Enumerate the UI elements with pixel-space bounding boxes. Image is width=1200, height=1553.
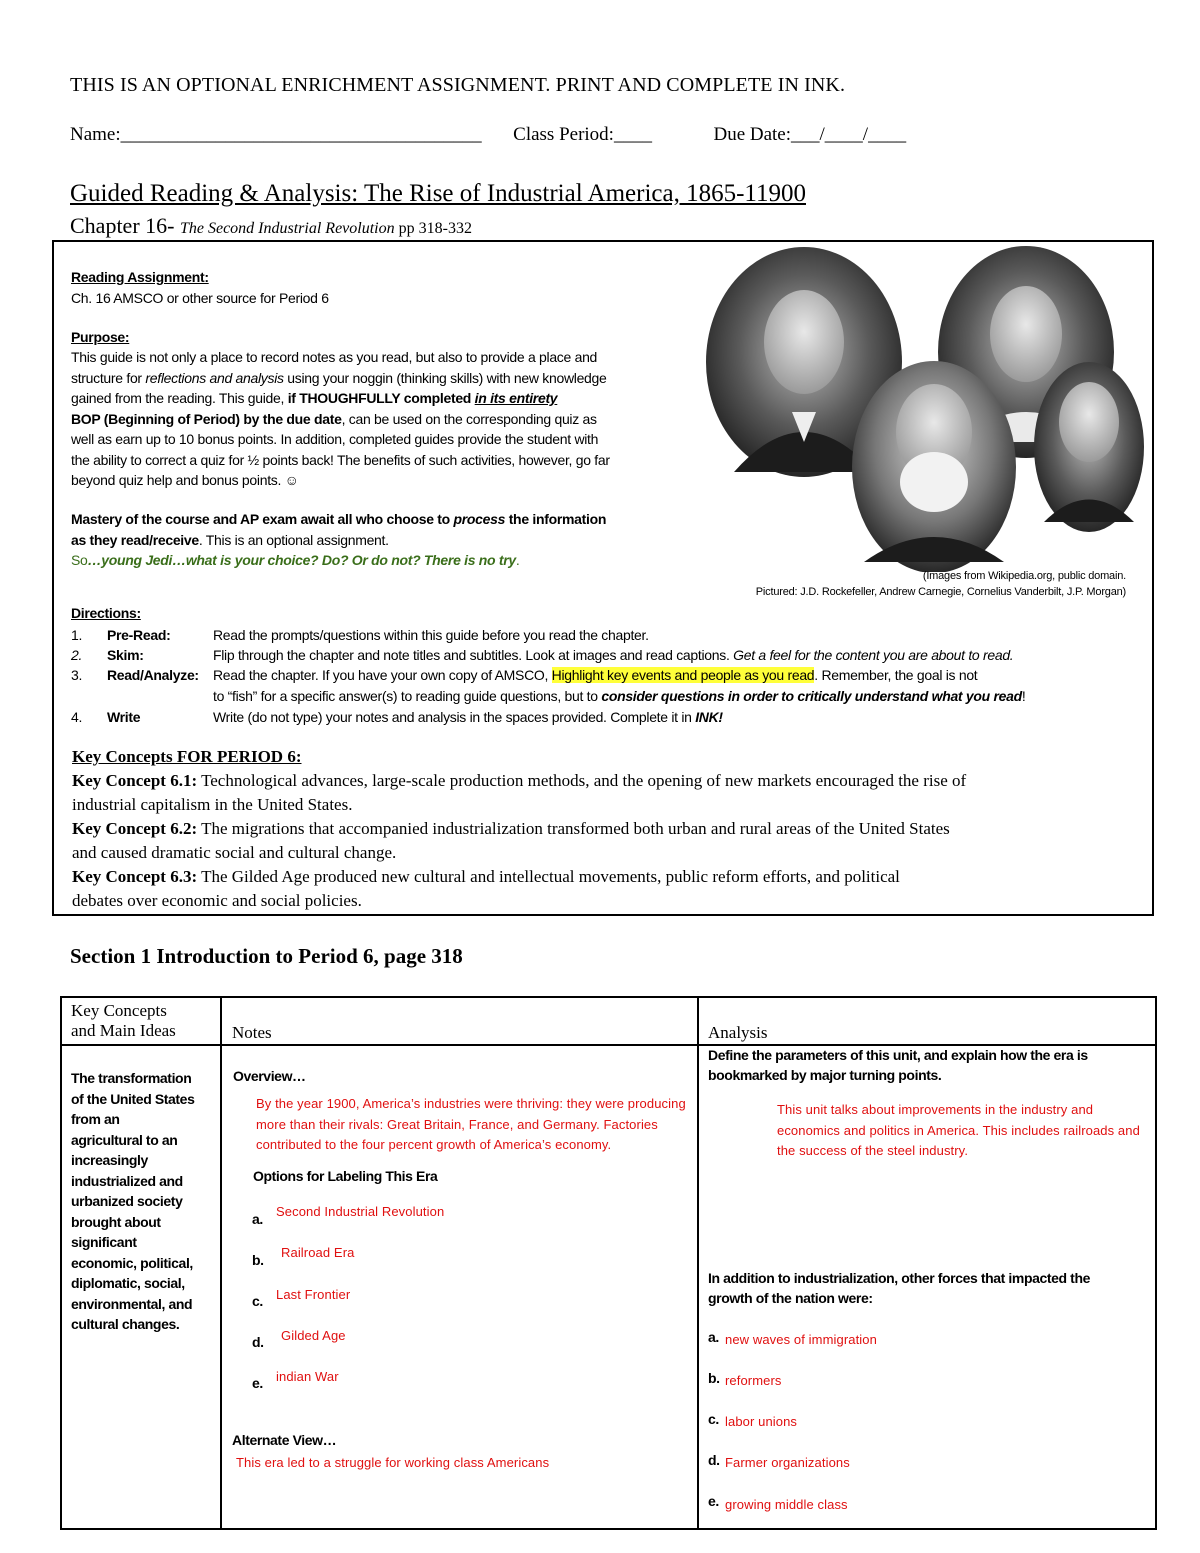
reading-text: Ch. 16 AMSCO or other source for Period 6 xyxy=(71,290,329,306)
purpose-line-4a: BOP (Beginning of Period) by the due date xyxy=(71,411,342,427)
caption-line-2: Pictured: J.D. Rockefeller, Andrew Carnegie, Cornelius Vanderbilt, J.P. Morgan) xyxy=(755,586,1126,598)
morgan-portrait xyxy=(1034,362,1144,532)
direction-2-text xyxy=(213,645,1013,666)
guide-title: Guided Reading & Analysis: The Rise of Industrial America, 1865-11900 xyxy=(70,180,806,207)
force-d-letter: d. xyxy=(708,1452,720,1468)
industrialists-portraits xyxy=(704,242,1144,572)
analysis-answer-1[interactable] xyxy=(777,1100,1140,1162)
main-idea-line: brought about xyxy=(71,1213,161,1230)
option-c-letter: c. xyxy=(252,1293,263,1309)
force-e-answer[interactable]: growing middle class xyxy=(725,1497,848,1512)
column-divider-1 xyxy=(220,998,222,1528)
direction-3-line-2b: consider questions in order to critically understand what you read xyxy=(601,688,1022,704)
key-concepts-heading: Key Concepts FOR PERIOD 6: xyxy=(72,747,302,766)
key-concept-3-line-1 xyxy=(72,865,900,889)
analysis-answer-1-line: This unit talks about improvements in the industry and xyxy=(777,1102,1094,1117)
purpose-line-4 xyxy=(71,409,597,430)
column-header-key-concepts-line-1: Key Concepts xyxy=(71,1001,167,1020)
jedi-a: So xyxy=(71,552,88,568)
direction-4-num: 4. xyxy=(71,709,83,725)
main-idea-line: significant xyxy=(71,1234,137,1250)
direction-1-num: 1. xyxy=(71,627,83,643)
directions-heading: Directions: xyxy=(71,605,141,621)
main-idea-line: of the United States xyxy=(71,1090,195,1107)
analysis-question-2 xyxy=(708,1268,1090,1308)
main-idea-line: increasingly xyxy=(71,1152,148,1168)
purpose-line-2c: using your noggin (thinking skills) with new knowledge xyxy=(283,370,607,386)
carnegie-portrait xyxy=(852,361,1016,572)
main-idea-line: environmental, and xyxy=(71,1295,193,1312)
direction-3-rest: . Remember, the goal is not xyxy=(814,667,978,683)
options-label: Options for Labeling This Era xyxy=(253,1168,438,1184)
analysis-question-2-line-1: In addition to industrialization, other forces that impacted the xyxy=(708,1270,1090,1286)
purpose-line-6: the ability to correct a quiz for ½ points back! The benefits of such activities, however, go far xyxy=(71,452,610,468)
due-date-field[interactable]: Due Date:___/____/____ xyxy=(713,124,907,145)
direction-3-label: Read/Analyze: xyxy=(107,667,199,683)
direction-3-line-2 xyxy=(213,686,1025,707)
direction-1-text: Read the prompts/questions within this guide before you read the chapter. xyxy=(213,627,649,643)
direction-1-label: Pre-Read: xyxy=(107,627,171,643)
analysis-question-1-line-1: Define the parameters of this unit, and explain how the era is xyxy=(708,1047,1088,1063)
direction-2-main: Flip through the chapter and note titles and subtitles. Look at images and read captions. xyxy=(213,647,734,663)
section-1-title: Section 1 Introduction to Period 6, page 318 xyxy=(70,944,463,968)
alternate-view-answer[interactable]: This era led to a struggle for working class Americans xyxy=(236,1455,550,1470)
force-e-letter: e. xyxy=(708,1493,719,1509)
purpose-line-1: This guide is not only a place to record notes as you read, but also to provide a place and xyxy=(71,349,598,365)
direction-3-main: Read the chapter. If you have your own copy of AMSCO, xyxy=(213,667,552,683)
analysis-question-1 xyxy=(708,1045,1088,1085)
direction-2-num: 2. xyxy=(71,647,83,663)
analysis-answer-1-line: economics and politics in America. This includes railroads and xyxy=(777,1122,1140,1138)
purpose-line-3 xyxy=(71,388,557,409)
column-header-analysis: Analysis xyxy=(708,1023,768,1042)
option-a-answer[interactable]: Second Industrial Revolution xyxy=(276,1204,445,1219)
key-concept-2-line-1 xyxy=(72,817,950,841)
overview-answer[interactable] xyxy=(256,1094,686,1156)
option-d-letter: d. xyxy=(252,1334,264,1350)
class-period-field[interactable]: Class Period:____ xyxy=(513,124,652,145)
purpose-line-3a: gained from the reading. This guide, xyxy=(71,390,288,406)
option-a-letter: a. xyxy=(252,1211,263,1227)
main-idea-line: diplomatic, social, xyxy=(71,1275,185,1291)
chapter-subtitle: The Second Industrial Revolution xyxy=(179,220,395,237)
column-divider-2 xyxy=(697,998,699,1528)
purpose-line-5: well as earn up to 10 bonus points. In addition, completed guides provide the student with xyxy=(71,431,599,447)
mastery-line-2b: . This is an optional assignment. xyxy=(198,532,389,548)
main-idea-text xyxy=(71,1068,194,1335)
analysis-question-1-line-2: bookmarked by major turning points. xyxy=(708,1067,942,1083)
direction-3-line-2c: ! xyxy=(1021,688,1026,704)
chapter-prefix: Chapter 16- xyxy=(70,213,180,238)
force-a-answer[interactable]: new waves of immigration xyxy=(725,1332,877,1347)
purpose-line-7: beyond quiz help and bonus points. ☺ xyxy=(71,472,299,488)
direction-3-highlight: Highlight key events and people as you read xyxy=(551,667,815,683)
mastery-line-2 xyxy=(71,530,389,551)
force-b-answer[interactable]: reformers xyxy=(725,1373,782,1388)
direction-4-label: Write xyxy=(107,709,141,725)
key-concept-2-text: The migrations that accompanied industrialization transformed both urban and rural areas of the United States xyxy=(197,819,950,838)
purpose-line-3c: in its entirety xyxy=(474,390,558,406)
column-header-notes: Notes xyxy=(232,1023,272,1042)
force-d-answer[interactable]: Farmer organizations xyxy=(725,1455,850,1470)
purpose-line-2a: structure for xyxy=(71,370,146,386)
section-1-table xyxy=(60,996,1157,1530)
overview-answer-line: By the year 1900, America’s industries were thriving: they were producing xyxy=(256,1096,686,1111)
direction-2-label: Skim: xyxy=(107,647,144,663)
direction-4-text xyxy=(213,707,723,728)
mastery-line-2a: as they read/receive xyxy=(71,532,199,548)
intro-box xyxy=(52,240,1154,916)
force-b-letter: b. xyxy=(708,1370,720,1386)
column-header-key-concepts-line-2: and Main Ideas xyxy=(71,1021,176,1040)
key-concept-2-line-2: and caused dramatic social and cultural change. xyxy=(72,843,397,862)
key-concept-1-text: Technological advances, large-scale production methods, and the opening of new markets encouraged the rise of xyxy=(197,771,967,790)
force-c-letter: c. xyxy=(708,1411,719,1427)
main-idea-line: from an xyxy=(71,1111,120,1127)
direction-3-line-2a: to “fish” for a specific answer(s) to reading guide questions, but to xyxy=(213,688,602,704)
main-idea-line: cultural changes. xyxy=(71,1316,180,1332)
main-idea-line: industrialized and xyxy=(71,1172,183,1189)
key-concept-3-line-2: debates over economic and social policies. xyxy=(72,891,362,910)
mastery-line-1 xyxy=(71,509,606,530)
purpose-line-4b: , can be used on the corresponding quiz as xyxy=(341,411,597,427)
main-idea-line: urbanized society xyxy=(71,1193,183,1209)
key-concept-1-line-1 xyxy=(72,769,966,793)
purpose-line-3b: if THOUGHFULLY completed xyxy=(287,390,475,406)
direction-4-ink: INK! xyxy=(695,709,723,725)
key-concept-1-label: Key Concept 6.1: xyxy=(72,771,198,790)
assignment-notice: THIS IS AN OPTIONAL ENRICHMENT ASSIGNMENT. PRINT AND COMPLETE IN INK. xyxy=(70,74,846,96)
name-field[interactable]: Name:______________________________________ xyxy=(70,124,482,145)
key-concept-3-label: Key Concept 6.3: xyxy=(72,867,198,886)
overview-answer-line: contributed to the four percent growth of America’s economy. xyxy=(256,1137,612,1152)
key-concept-1-line-2: industrial capitalism in the United States. xyxy=(72,795,353,814)
jedi-c: . xyxy=(515,552,520,568)
mastery-line-1b: process xyxy=(453,511,506,527)
purpose-line-2b: reflections and analysis xyxy=(145,370,284,386)
main-idea-line: agricultural to an xyxy=(71,1131,178,1148)
direction-2-extra: Get a feel for the content you are about to read. xyxy=(733,647,1014,663)
jedi-b: …young Jedi…what is your choice? Do? Or do not? There is no try xyxy=(87,552,516,568)
option-b-letter: b. xyxy=(252,1252,264,1268)
alternate-view-label: Alternate View… xyxy=(232,1432,337,1448)
jedi-line xyxy=(71,550,520,571)
key-concept-2-label: Key Concept 6.2: xyxy=(72,819,198,838)
overview-answer-line: more than their rivals: Great Britain, France, and Germany. Factories xyxy=(256,1116,658,1132)
overview-label: Overview… xyxy=(233,1068,306,1084)
reading-heading: Reading Assignment: xyxy=(71,269,209,285)
main-idea-line: economic, political, xyxy=(71,1254,193,1271)
analysis-question-2-line-2: growth of the nation were: xyxy=(708,1290,873,1306)
chapter-heading xyxy=(70,213,472,239)
purpose-heading: Purpose: xyxy=(71,329,130,345)
option-e-answer[interactable]: indian War xyxy=(276,1369,339,1384)
option-e-letter: e. xyxy=(252,1375,263,1391)
option-b-answer[interactable]: Railroad Era xyxy=(281,1245,355,1260)
option-d-answer[interactable]: Gilded Age xyxy=(281,1328,346,1343)
mastery-line-1a: Mastery of the course and AP exam await all who choose to xyxy=(71,511,454,527)
force-c-answer[interactable]: labor unions xyxy=(725,1414,798,1429)
caption-line-1: (Images from Wikipedia.org, public domain. xyxy=(922,570,1126,582)
direction-3-text xyxy=(213,665,977,686)
column-header-key-concepts xyxy=(71,1001,176,1041)
chapter-pages: pp 318-332 xyxy=(394,220,472,237)
option-c-answer[interactable]: Last Frontier xyxy=(276,1287,351,1302)
purpose-line-2 xyxy=(71,368,607,389)
direction-4-main: Write (do not type) your notes and analysis in the spaces provided. Complete it in xyxy=(213,709,696,725)
mastery-line-1c: the information xyxy=(505,511,607,527)
direction-3-num: 3. xyxy=(71,667,83,683)
analysis-answer-1-line: the success of the steel industry. xyxy=(777,1143,969,1158)
force-a-letter: a. xyxy=(708,1329,719,1345)
main-idea-line: The transformation xyxy=(71,1070,192,1086)
key-concept-3-text: The Gilded Age produced new cultural and intellectual movements, public reform efforts, and political xyxy=(197,867,900,886)
name-row xyxy=(70,124,906,146)
